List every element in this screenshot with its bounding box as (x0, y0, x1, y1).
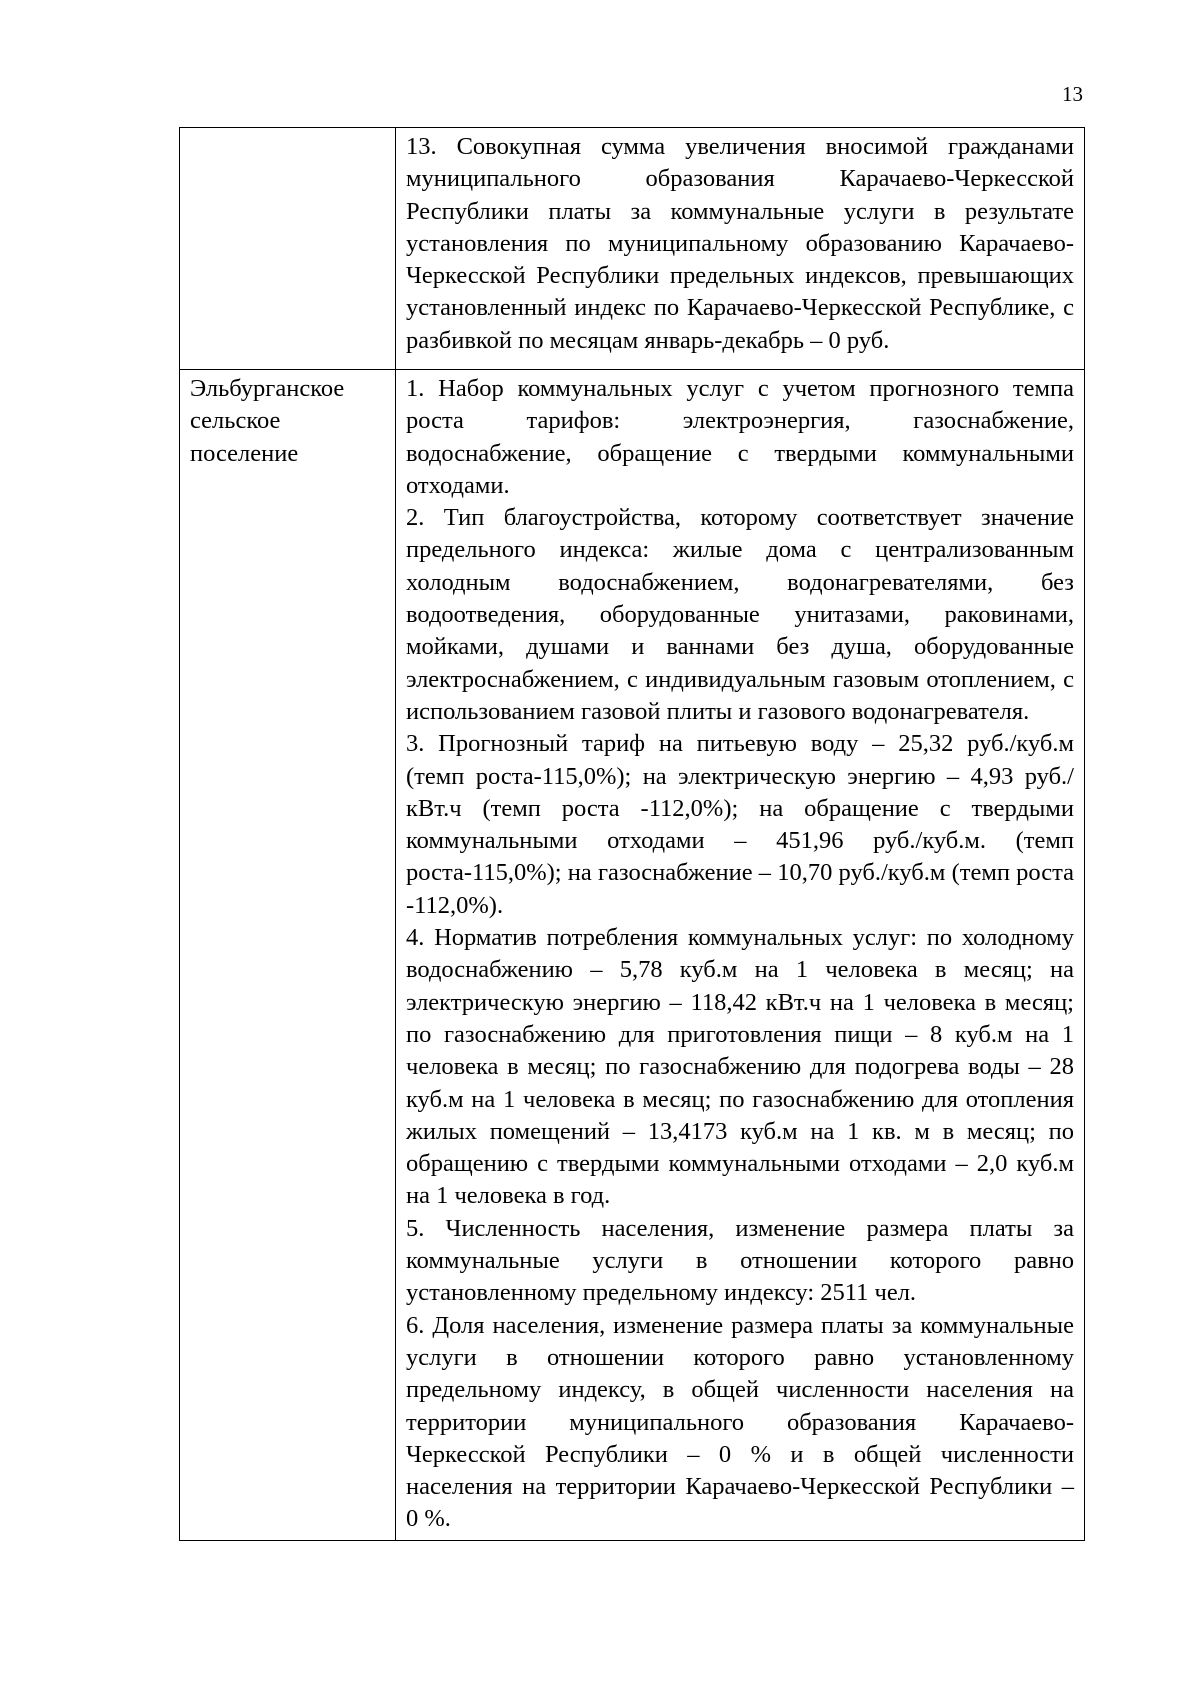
paragraph-item-6: 6. Доля населения, изменение размера платы за коммунальные услуги в отношении которого равно установленному предельному индексу, в общей численности населения на территории муниципального образования Карачаево-Черкесской Республики – 0 % и в общей численности населения на территории Карачаево-Черкесской Республики – 0 %. (406, 1311, 1074, 1533)
paragraph-item-13: 13. Совокупная сумма увеличения вносимой гражданами муниципального образования Карачаево-Черкесской Республики платы за коммунальные услуги в результате установления по муниципальному образованию Карачаево-Черкесской Республики предельных индексов, превышающих установленный индекс по Карачаево-Черкесской Республике, с разбивкой по месяцам январь-декабрь – 0 руб. (406, 133, 1074, 354)
municipality-cell (180, 128, 396, 370)
table-row (180, 370, 1085, 1541)
paragraph-item-5: 5. Численность населения, изменение размера платы за коммунальные услуги в отношении которого равно установленному предельному индексу: 2511 чел. (406, 1214, 1074, 1307)
paragraph-item-3: 3. Прогнозный тариф на питьевую воду – 25,32 руб./куб.м (темп роста-115,0%); на электрическую энергию – 4,93 руб./кВт.ч (темп роста -112,0%); на обращение с твердыми коммунальными отходами – 451,96 руб./куб.м. (темп роста-115,0%); на газоснабжение – 10,70 руб./куб.м (темп роста -112,0%). (406, 730, 1074, 919)
municipality-cell (180, 370, 396, 1541)
paragraph-item-1: 1. Набор коммунальных услуг с учетом прогнозного темпа роста тарифов: электроэнергия, газоснабжение, водоснабжение, обращение с твердыми коммунальными отходами. (406, 375, 1074, 499)
index-table (179, 127, 1085, 1541)
municipality-name: Эльбурганское сельское поселение (190, 375, 345, 467)
page-number: 13 (1062, 82, 1083, 106)
description-cell (396, 370, 1085, 1541)
table-row (180, 128, 1085, 370)
paragraph-item-4: 4. Норматив потребления коммунальных услуг: по холодному водоснабжению – 5,78 куб.м на 1 человека в месяц; на электрическую энергию – 118,42 кВт.ч на 1 человека в месяц; по газоснабжению для приготовления пищи – 8 куб.м на 1 человека в месяц; по газоснабжению для подогрева воды – 28 куб.м на 1 человека в месяц; по газоснабжению для отопления жилых помещений – 13,4173 куб.м на 1 кв. м в месяц; по обращению с твердыми коммунальными отходами – 2,0 куб.м на 1 человека в год. (406, 924, 1074, 1210)
description-cell (396, 128, 1085, 370)
paragraph-item-2: 2. Тип благоустройства, которому соответствует значение предельного индекса: жилые дома с централизованным холодным водоснабжением, водонагревателями, без водоотведения, оборудованные унитазами, раковинами, мойками, душами и ваннами без душа, оборудованные электроснабжением, с индивидуальным газовым отоплением, с использованием газовой плиты и газового водонагревателя. (406, 504, 1074, 725)
